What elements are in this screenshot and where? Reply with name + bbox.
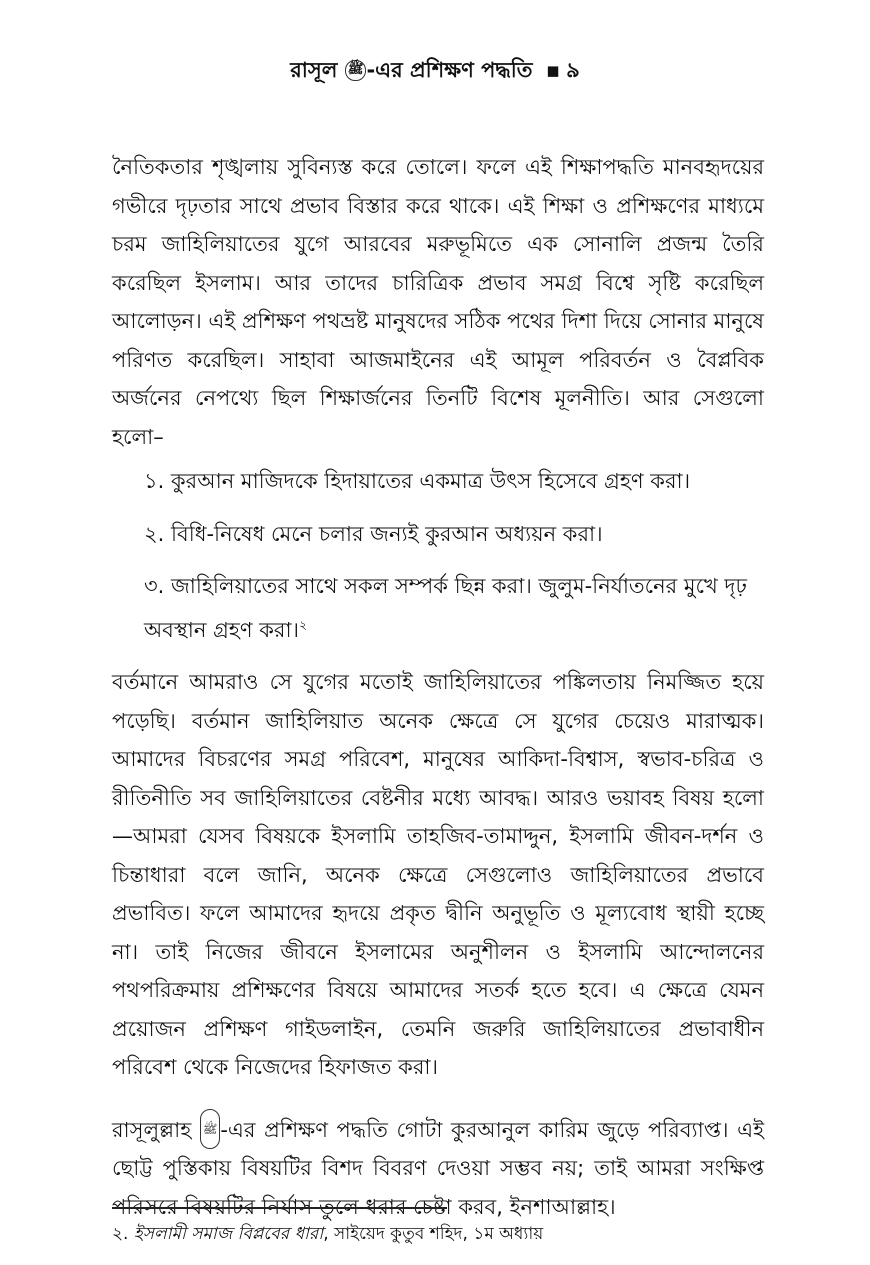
footnote-rest: , সাইয়েদ কুতুব শহিদ, ১ম অধ্যায় [323,1224,544,1244]
footnote-divider [112,1207,447,1209]
principle-3: ৩. জাহিলিয়াতের সাথে সকল সম্পর্ক ছিন্ন করা। জুলুম-নির্যাতনের মুখে দৃঢ় অবস্থান গ্রহণ করা।$^২$ [144,574,747,642]
honorific-mark: ﷺ [345,60,367,81]
header-title-rest: -এর প্রশিক্ষণ পদ্ধতি [366,58,533,82]
principles-list [144,462,764,649]
footnote-number: ২. [112,1224,129,1244]
paragraph-1: নৈতিকতার শৃঙ্খলায় সুবিন্যস্ত করে তোলে। ফলে এই শিক্ষাপদ্ধতি মানবহৃদয়ের গভীরে দৃঢ়তার সাথে প্রভাব বিস্তার করে থাকে। এই শিক্ষা ও প্রশিক্ষণের মাধ্যমে চরম জাহিলিয়াতের যুগে আরবের মরুভূমিতে এক সোনালি প্রজন্ম তৈরি করেছিল ইসলাম। আর তাদের চারিত্রিক প্রভাব সমগ্র বিশ্বে সৃষ্টি করেছিল আলোড়ন। এই প্রশিক্ষণ পথভ্রষ্ট মানুষদের সঠিক পথের দিশা দিয়ে সোনার মানুষে পরিণত করেছিল। সাহাবা আজমাইনের এই আমূল পরিবর্তন ও বৈপ্লবিক অর্জনের নেপথ্যে ছিল শিক্ষার্জনের তিনটি বিশেষ মূলনীতি। আর সেগুলো হলো– [112,155,764,449]
footnote-book-title: ইসলামী সমাজ বিপ্লবের ধারা [133,1224,324,1244]
header-title-start: রাসূল [290,58,338,82]
paragraph-3-start: রাসূলুল্লাহ [112,1117,192,1142]
page-number: ৯ [566,58,580,82]
principle-2: ২. বিধি-নিষেধ মেনে চলার জন্যই কুরআন অধ্যয়ন করা। [144,521,603,546]
footnote-ref: ২ [299,617,307,632]
running-header [0,54,870,89]
footnote [112,1221,764,1247]
paragraph-2: বর্তমানে আমরাও সে যুগের মতোই জাহিলিয়াতের পঙ্কিলতায় নিমজ্জিত হয়ে পড়েছি। বর্তমান জাহিলিয়াত অনেক ক্ষেত্রে সে যুগের চেয়েও মারাত্মক। আমাদের বিচরণের সমগ্র পরিবেশ, মানুষের আকিদা-বিশ্বাস, স্বভাব-চরিত্র ও রীতিনীতি সব জাহিলিয়াতের বেষ্টনীর মধ্যে আবদ্ধ। আরও ভয়াবহ বিষয় হলো—আমরা যেসব বিষয়কে ইসলামি তাহজিব-তামাদ্দুন, ইসলামি জীবন-দর্শন ও চিন্তাধারা বলে জানি, অনেক ক্ষেত্রে সেগুলোও জাহিলিয়াতের প্রভাবে প্রভাবিত। ফলে আমাদের হৃদয়ে প্রকৃত দ্বীনি অনুভূতি ও মূল্যবোধ স্থায়ী হচ্ছে না। তাই নিজের জীবনে ইসলামের অনুশীলন ও ইসলামি আন্দোলনের পথপরিক্রমায় প্রশিক্ষণের বিষয়ে আমাদের সতর্ক হতে হবে। এ ক্ষেত্রে যেমন প্রয়োজন প্রশিক্ষণ গাইডলাইন, তেমনি জরুরি জাহিলিয়াতের প্রভাবাধীন পরিবেশ থেকে নিজেদের হিফাজত করা। [112,670,764,1079]
page-body [112,148,764,1226]
honorific-mark-inline: ﷺ [200,1109,221,1150]
principle-1: ১. কুরআন মাজিদকে হিদায়াতের একমাত্র উৎস হিসেবে গ্রহণ করা। [144,469,691,493]
header-separator: ▪ [545,58,561,82]
paragraph-3-rest: -এর প্রশিক্ষণ পদ্ধতি গোটা কুরআনুল কারিম জুড়ে পরিব্যাপ্ত। এই ছোট্ট পুস্তিকায় বিষয়টির বিশদ বিবরণ দেওয়া সম্ভব নয়; তাই আমরা সংক্ষিপ্ত পরিসরে বিষয়টির নির্যাস তুলে ধরার চেষ্টা করব, ইনশাআল্লাহ। [112,1117,764,1219]
